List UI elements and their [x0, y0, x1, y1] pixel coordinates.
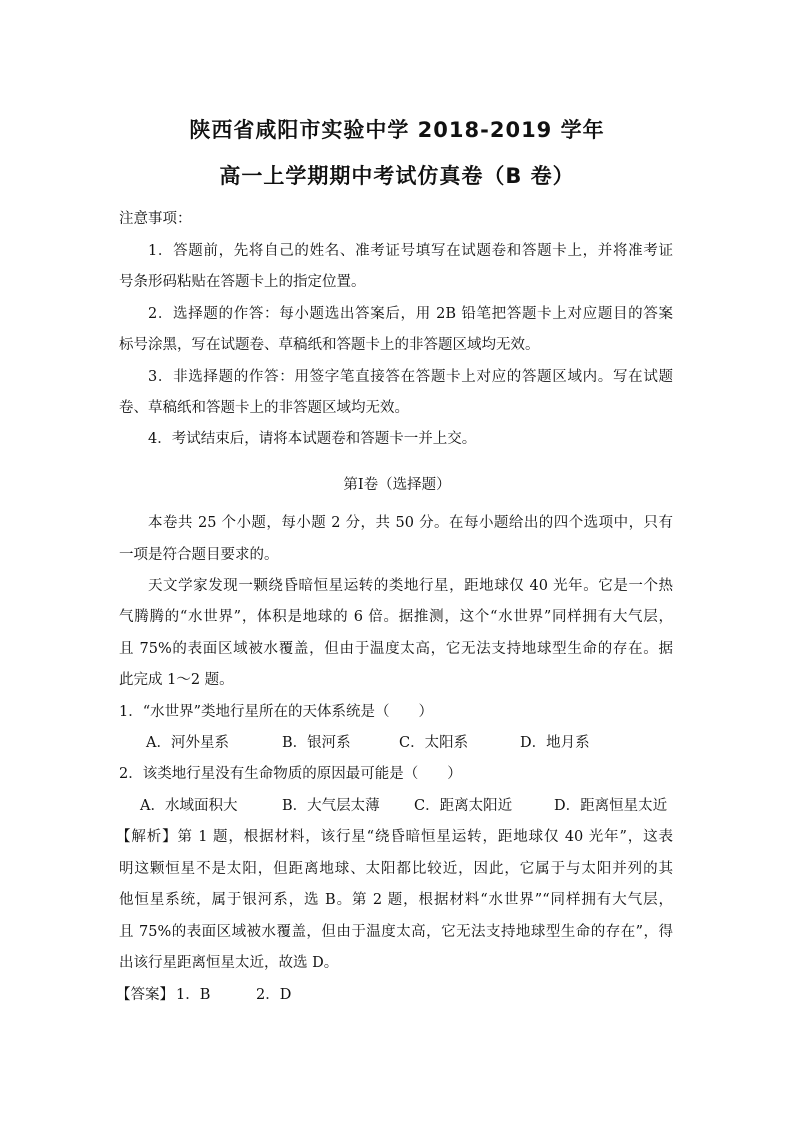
notice-item-1-cont: 号条形码粘贴在答题卡上的指定位置。	[119, 274, 366, 290]
section-intro: 本卷共 25 个小题，每小题 2 分，共 50 分。在每小题给出的四个选项中，只有	[148, 515, 673, 531]
question-1-options	[0, 733, 794, 753]
notice-item-2-cont: 标号涂黑，写在试题卷、草稿纸和答题卡上的非答题区域均无效。	[119, 337, 540, 353]
answer-line	[0, 985, 794, 1005]
notice-heading: 注意事项：	[119, 211, 192, 227]
notice-item-2: 2．选择题的作答：每小题选出答案后，用 2B 铅笔把答题卡上对应题目的答案	[148, 306, 673, 322]
notice-item-3-cont: 卷、草稿纸和答题卡上的非答题区域均无效。	[119, 400, 409, 416]
analysis-line-3: 他恒星系统，属于银河系，选 B。第 2 题，根据材料“水世界”“同样拥有大气层，	[119, 892, 673, 908]
passage-line-4: 此完成 1～2 题。	[119, 672, 234, 688]
question-1-option-a: A．河外星系	[146, 735, 229, 751]
page-subtitle: 高一上学期期中考试仿真卷（B 卷）	[219, 164, 575, 188]
analysis-line-5: 出该行星距离恒星太近，故选 D。	[119, 955, 339, 971]
question-2-option-c: C．距离太阳近	[414, 798, 513, 814]
passage-line-3: 且 75%的表面区域被水覆盖，但由于温度太高，它无法支持地球型生命的存在。据	[119, 641, 673, 657]
analysis-line-2: 明这颗恒星不是太阳，但距离地球、太阳都比较近，因此，它属于与太阳并列的其	[119, 861, 673, 877]
question-1-stem: 1．“水世界”类地行星所在的天体系统是（ ）	[119, 704, 434, 720]
section-title: 第Ⅰ卷（选择题）	[343, 477, 451, 493]
passage-line-1: 天文学家发现一颗绕昏暗恒星运转的类地行星，距地球仅 40 光年。它是一个热	[148, 578, 673, 594]
page-title: 陕西省咸阳市实验中学 2018-2019 学年	[189, 118, 605, 142]
question-1-option-b: B．银河系	[282, 735, 351, 751]
notice-item-3: 3．非选择题的作答：用签字笔直接答在答题卡上对应的答题区域内。写在试题	[148, 369, 673, 385]
question-2-stem: 2．该类地行星没有生命物质的原因最可能是（ ）	[119, 766, 462, 782]
analysis-line-4: 且 75%的表面区域被水覆盖，但由于温度太高，它无法支持地球型生命的存在”，得	[119, 924, 673, 940]
answer-q2: 2．D	[256, 987, 292, 1003]
question-2-option-b: B．大气层太薄	[282, 798, 380, 814]
passage-line-2: 气腾腾的“水世界”，体积是地球的 6 倍。据推测，这个“水世界”同样拥有大气层，	[119, 609, 673, 625]
question-2-option-a: A．水域面积大	[140, 798, 238, 814]
question-1-option-c: C．太阳系	[399, 735, 469, 751]
section-intro-cont: 一项是符合题目要求的。	[119, 547, 279, 563]
notice-item-4: 4．考试结束后，请将本试题卷和答题卡一并上交。	[148, 431, 477, 447]
notice-item-1: 1．答题前，先将自己的姓名、准考证号填写在试题卷和答题卡上，并将准考证	[148, 243, 673, 259]
analysis-line-1: 【解析】第 1 题，根据材料，该行星“绕昏暗恒星运转，距地球仅 40 光年”，这表	[116, 829, 673, 845]
answer-label: 【答案】	[116, 987, 174, 1003]
answer-q1: 1．B	[176, 987, 211, 1003]
question-2-options	[0, 796, 794, 816]
question-2-option-d: D．距离恒星太近	[554, 798, 668, 814]
question-1-option-d: D．地月系	[520, 735, 590, 751]
